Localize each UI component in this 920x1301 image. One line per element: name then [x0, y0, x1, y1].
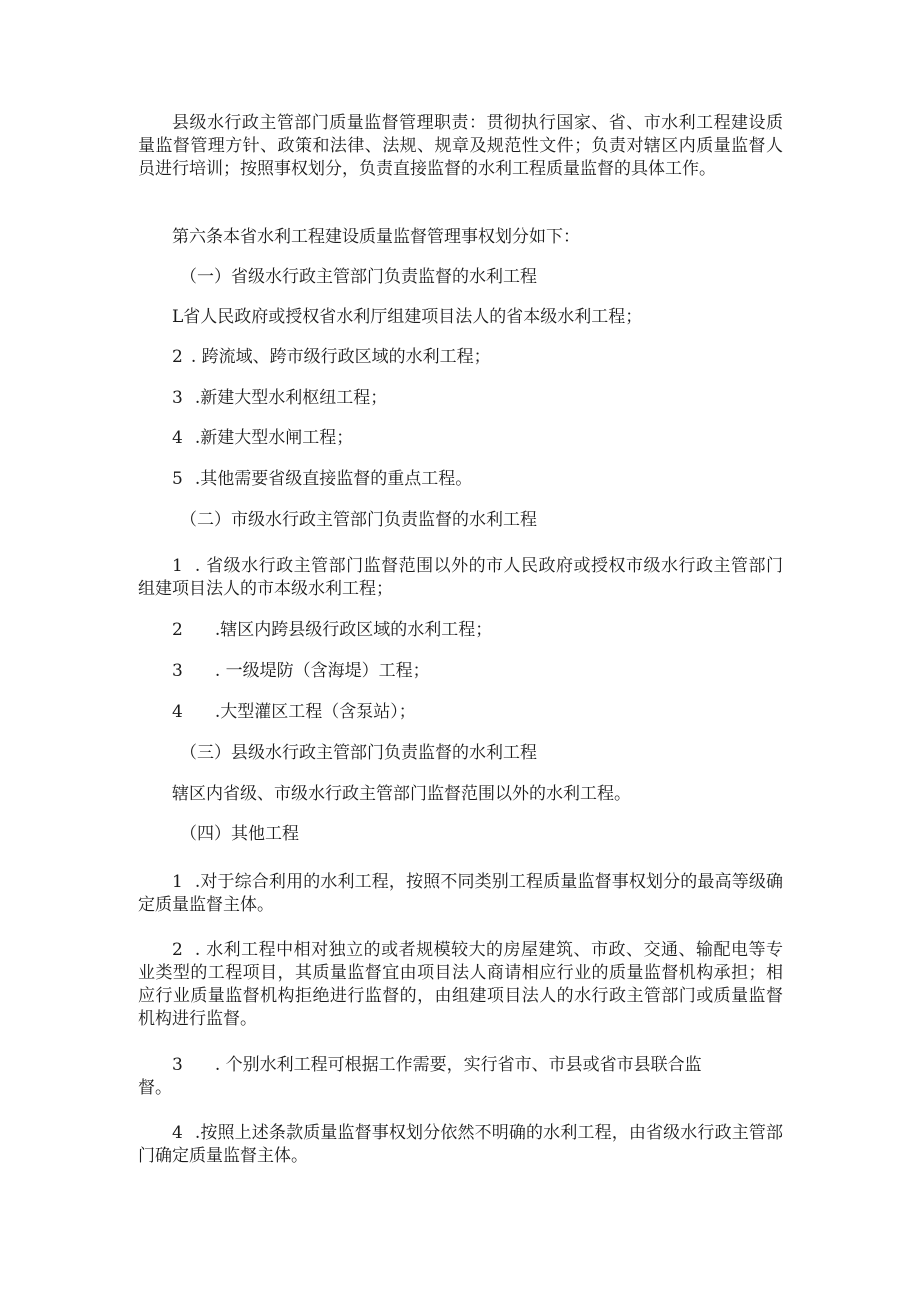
heading-provincial: [180, 266, 825, 289]
paragraph-county-duties: [138, 112, 783, 181]
item-municipal-3: [172, 660, 817, 683]
heading-county: [180, 742, 825, 765]
item-number: 4: [172, 428, 183, 448]
heading-text: （四）其他工程: [180, 824, 299, 844]
item-number: 3: [172, 388, 183, 408]
item-provincial-3: [172, 387, 817, 410]
item-text-continued: 督。: [138, 1078, 172, 1098]
item-other-1: [138, 871, 783, 917]
item-text: . 一级堤防（含海堤）工程；: [214, 661, 430, 681]
item-number: 4: [172, 1123, 183, 1143]
item-provincial-5: [172, 468, 817, 491]
item-text: .新建大型水利枢纽工程；: [194, 388, 388, 408]
heading-municipal: [180, 509, 825, 532]
paragraph-article-six: [172, 226, 817, 249]
item-other-2: [138, 939, 783, 1031]
item-municipal-4: [172, 701, 817, 724]
item-text: . 个别水利工程可根据工作需要，实行省市、市县或省市县联合监: [214, 1055, 702, 1075]
item-line: [138, 1054, 783, 1077]
item-number: 1: [172, 556, 183, 576]
item-text: .对于综合利用的水利工程，按照不同类别工程质量监督事权划分的最高等级确定质量监督主体。: [138, 872, 783, 915]
item-text: .新建大型水闸工程；: [194, 428, 354, 448]
item-text: 辖区内省级、市级水行政主管部门监督范围以外的水利工程。: [172, 784, 631, 804]
item-municipal-2: [172, 619, 817, 642]
item-text: . 跨流域、跨市级行政区域的水利工程；: [190, 347, 491, 367]
item-text: . 水利工程中相对独立的或者规模较大的房屋建筑、市政、交通、输配电等专业类型的工程项目，其质量监督宜由项目法人商请相应行业的质量监督机构承担；相应行业质量监督机构拒绝进行监督的，由组建项目法人的水行政主管部门或质量监督机构进行监督。: [138, 940, 783, 1029]
item-text: .辖区内跨县级行政区域的水利工程；: [214, 620, 493, 640]
item-number: 3: [172, 1055, 183, 1075]
item-number: 1: [172, 872, 183, 892]
item-county-1: [172, 783, 817, 806]
item-other-4: [138, 1122, 783, 1168]
item-text: .按照上述条款质量监督事权划分依然不明确的水利工程，由省级水行政主管部门确定质量监督主体。: [138, 1123, 783, 1166]
paragraph-text: 第六条本省水利工程建设质量监督管理事权划分如下：: [172, 227, 580, 247]
item-number: 2: [172, 347, 183, 367]
item-provincial-2: [172, 346, 817, 369]
item-number: 5: [172, 469, 183, 489]
item-number: 2: [172, 940, 183, 960]
item-text: .大型灌区工程（含泵站）；: [214, 702, 416, 722]
heading-text: （一）省级水行政主管部门负责监督的水利工程: [180, 267, 537, 287]
item-text: L省人民政府或授权省水利厅组建项目法人的省本级水利工程；: [172, 307, 643, 327]
item-number: 3: [172, 661, 183, 681]
item-text: . 省级水行政主管部门监督范围以外的市人民政府或授权市级水行政主管部门组建项目法人的市本级水利工程；: [138, 556, 783, 599]
item-number: 2: [172, 620, 183, 640]
item-provincial-1: [172, 306, 817, 329]
paragraph-text: 县级水行政主管部门质量监督管理职责：贯彻执行国家、省、市水利工程建设质量监督管理方针、政策和法律、法规、规章及规范性文件；负责对辖区内质量监督人员进行培训；按照事权划分，负责直接监督的水利工程质量监督的具体工作。: [138, 113, 783, 179]
heading-text: （二）市级水行政主管部门负责监督的水利工程: [180, 510, 537, 530]
item-other-3: [138, 1054, 783, 1100]
item-provincial-4: [172, 427, 817, 450]
heading-other: [180, 823, 825, 846]
heading-text: （三）县级水行政主管部门负责监督的水利工程: [180, 743, 537, 763]
item-number: 4: [172, 702, 183, 722]
item-municipal-1: [138, 555, 783, 601]
item-text: .其他需要省级直接监督的重点工程。: [194, 469, 473, 489]
